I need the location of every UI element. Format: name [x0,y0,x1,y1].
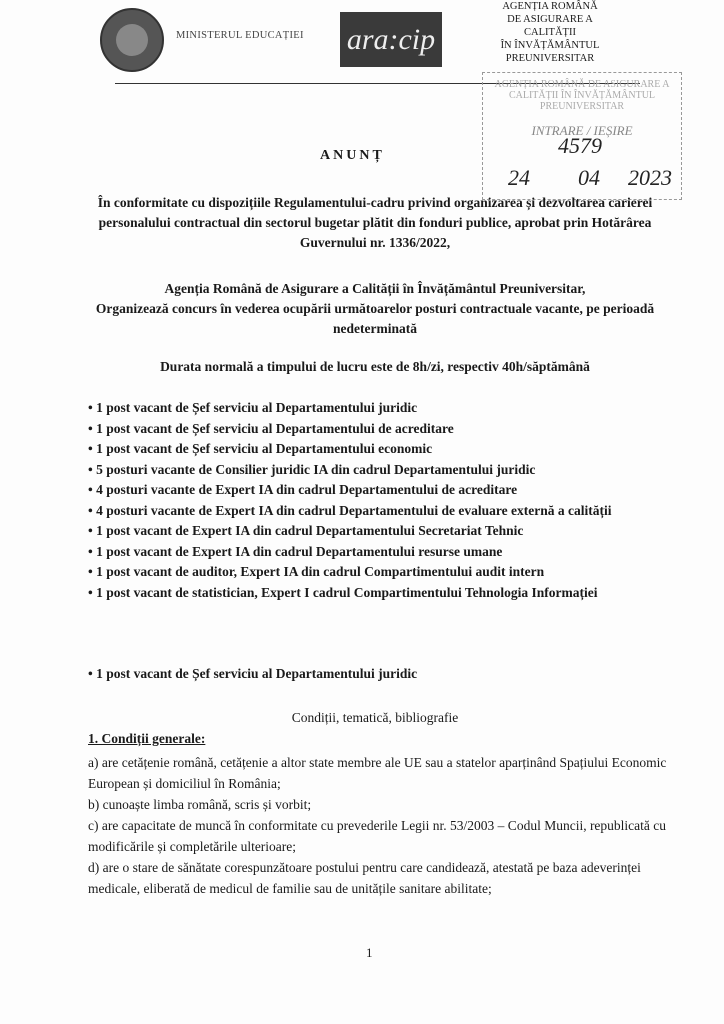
section-post: • 1 post vacant de Șef serviciu al Departamentului juridic [88,666,418,681]
list-item: • 1 post vacant de Șef serviciu al Departamentului juridic [88,400,418,415]
government-seal-logo [100,8,164,72]
work-hours: Durata normală a timpului de lucru este de 8h/zi, respectiv 40h/săptămână [160,359,590,374]
page-title: ANUNȚ [320,148,385,163]
list-item: • 1 post vacant de Șef serviciu al Departamentului de acreditare [88,420,454,436]
stamp-year: 2023 [628,165,672,190]
condition-item: b) cunoaște limba română, scris și vorbit; [88,797,312,812]
section-title: Condiții, tematică, bibliografie [291,710,459,725]
stamp-day: 24 [508,165,530,190]
list-item: • 5 posturi vacante de Consilier juridic IA din cadrul Departamentului juridic [88,461,536,477]
agency-line: ÎN ÎNVĂȚĂMÂNTUL [500,40,600,51]
page-number: 1 [366,945,373,960]
agency-line: CALITĂȚII [524,27,576,38]
stamp-agency: AGENȚIA ROMÂNĂ DE ASIGURARE A CALITĂȚII ÎN ÎNVĂȚĂMÂNTUL PREUNIVERSITAR [494,79,670,112]
stamp-number: 4579 [558,133,602,158]
subheading: 1. Condiții generale: [88,731,206,746]
conditions [88,752,678,899]
list-item: • 1 post vacant de Șef serviciu al Departamentului economic [88,441,433,456]
ministry-name: MINISTERUL EDUCAȚIEI [176,30,304,41]
list-item: • 1 post vacant de statistician, Expert I cadrul Compartimentului Tehnologia Informației [88,584,598,600]
stamp-month: 04 [578,165,600,190]
condition-item: d) are o stare de sănătate corespunzătoare postului pentru care candidează, atestată pe baza adeverinței medicale, eliberată de medicul de familie sau de unitățile sanitare abilitate; [88,860,641,896]
agency-line: DE ASIGURARE A [507,14,593,25]
registration-stamp [482,72,682,200]
agency-line: PREUNIVERSITAR [505,53,595,64]
stamp-label: INTRARE / IEȘIRE [531,123,633,138]
organization-line: Agenția Română de Asigurare a Calității în Învățământul Preuniversitar, [164,281,586,296]
condition-item: c) are capacitate de muncă în conformitate cu prevederile Legii nr. 53/2003 – Codul Muncii, republicată cu modificările și completările ulterioare; [88,818,667,854]
contest-paragraph: Organizează concurs în vederea ocupării următoarelor posturi contractuale vacante, pe perioadă nedeterminată [95,301,655,336]
list-item: • 1 post vacant de auditor, Expert IA din cadrul Compartimentului audit intern [88,564,545,579]
posts-list [88,400,611,605]
condition-item: a) are cetățenie română, cetățenie a altor state membre ale UE sau a statelor aparținând Spațiului Economic European și domiciliul în România; [88,755,667,791]
aracip-logo: ara:cip [340,12,442,67]
agency-line: AGENȚIA ROMÂNĂ [502,1,598,12]
list-item: • 4 posturi vacante de Expert IA din cadrul Departamentului de acreditare [88,482,518,497]
list-item: • 4 posturi vacante de Expert IA din cadrul Departamentului de evaluare externă a calității [88,502,612,518]
list-item: • 1 post vacant de Expert IA din cadrul Departamentului Secretariat Tehnic [88,523,524,538]
agency-name [480,0,620,65]
list-item: • 1 post vacant de Expert IA din cadrul Departamentului resurse umane [88,543,503,559]
intro-paragraph: În conformitate cu dispozițiile Regulamentului-cadru privind organizarea și dezvoltarea carierei personalului contractual din sectorul bugetar plătit din fonduri publice, aprobat prin Hotărârea Guvernului nr. 1336/2022, [97,195,653,250]
